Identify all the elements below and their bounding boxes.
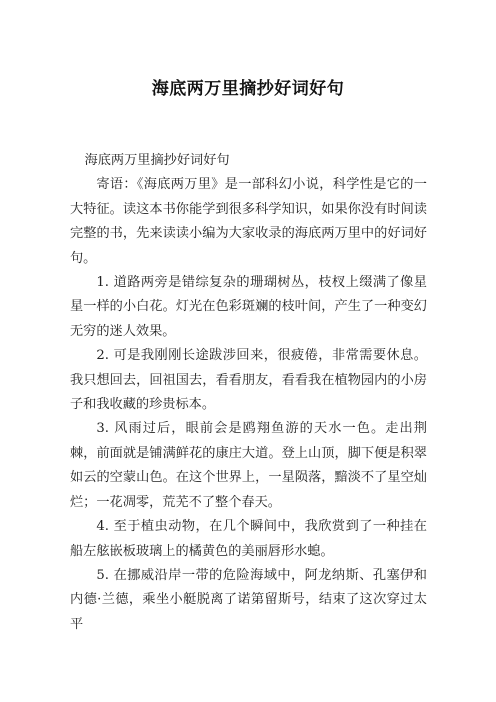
subtitle-paragraph: 海底两万里摘抄好词好句 (84, 153, 230, 168)
excerpt-item-5: 5. 在挪威沿岸一带的危险海域中，阿龙纳斯、孔塞伊和内德·兰德，乘坐小艇脱离了诺第留斯号，结束了这次穿过太平 (70, 567, 427, 632)
excerpt-item-3: 3. 风雨过后，眼前会是鸥翔鱼游的天水一色。走出荆棘，前面就是铺满鲜花的康庄大道。登上山顶，脚下便是积翠如云的空蒙山色。在这个世界上，一星陨落，黯淡不了星空灿烂；一花凋零，荒芜不了整个春天。 (70, 421, 427, 510)
intro-paragraph: 寄语：《海底两万里》是一部科幻小说，科学性是它的一大特征。读这本书你能学到很多科学知识，如果你没有时间读完整的书，先来读读小编为大家收录的海底两万里中的好词好句。 (70, 177, 427, 266)
document-body (70, 149, 427, 637)
excerpt-item-2: 2. 可是我刚刚长途跋涉回来，很疲倦，非常需要休息。我只想回去，回祖国去，看看朋友，看看我在植物园内的小房子和我收藏的珍贵标本。 (70, 348, 427, 413)
excerpt-item-1: 1. 道路两旁是错综复杂的珊瑚树丛，枝杈上缀满了像星星一样的小白花。灯光在色彩斑斓的枝叶间，产生了一种变幻无穷的迷人效果。 (70, 275, 427, 339)
page-title: 海底两万里摘抄好词好句 (151, 79, 345, 99)
excerpt-item-4: 4. 至于植虫动物，在几个瞬间中，我欣赏到了一种挂在船左舷嵌板玻璃上的橘黄色的美丽唇形水螅。 (70, 519, 427, 559)
